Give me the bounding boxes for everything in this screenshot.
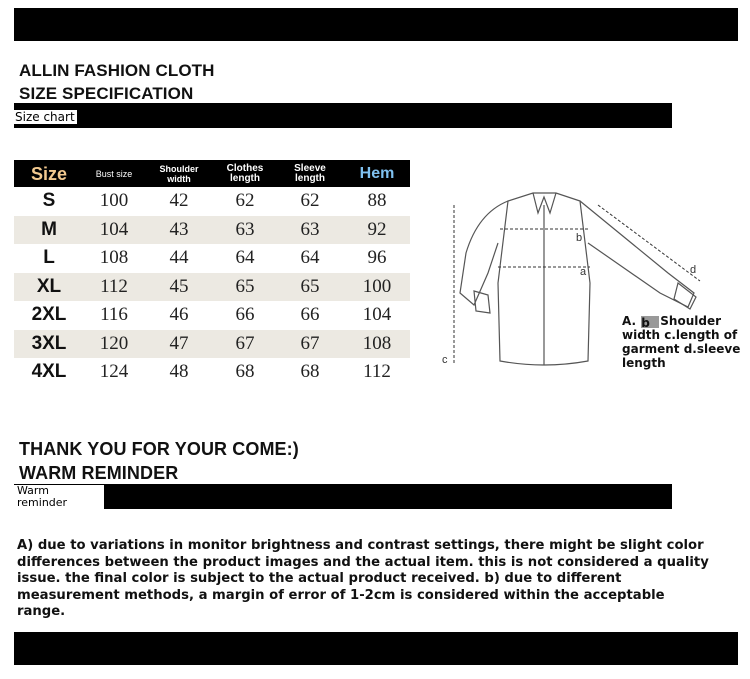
cell-bust: 116 xyxy=(100,304,128,326)
brand-title: ALLIN FASHION CLOTH xyxy=(19,61,215,80)
warm-reminder-label-line1: Warm xyxy=(17,484,49,497)
header-clothes-line2: length xyxy=(230,172,260,184)
label-a: a xyxy=(580,266,587,278)
warm-reminder-heading: WARM REMINDER xyxy=(19,463,179,483)
header-shoulder xyxy=(144,164,214,184)
header-shoulder-line1: Shoulder xyxy=(159,163,199,174)
cell-hem: 96 xyxy=(367,247,387,269)
reminder-note: A) due to variations in monitor brightness and contrast settings, there might be slight color differences between the product images and the actual item. this is not considered a quality issue. the final color is subject to the actual product received. b) due to different measurement methods, a margin of error of 1-2cm is considered within the acceptable range. xyxy=(17,538,709,619)
warm-reminder-label xyxy=(14,485,104,509)
table-row xyxy=(14,330,410,359)
header-clothes-length xyxy=(214,164,276,184)
measure-line-d xyxy=(598,205,700,281)
header-shoulder-line2: width xyxy=(167,173,191,184)
label-c: c xyxy=(442,354,448,366)
cell-hem: 100 xyxy=(362,275,392,297)
cell-length: 63 xyxy=(235,218,255,240)
table-row xyxy=(14,216,410,245)
cell-length: 65 xyxy=(235,275,255,297)
cell-size: 4XL xyxy=(31,361,67,383)
cell-shoulder: 44 xyxy=(169,247,189,269)
cell-shoulder: 47 xyxy=(169,332,189,354)
shirt-right-sleeve xyxy=(580,201,697,307)
header-bust: Bust size xyxy=(95,168,133,179)
size-specification-title: SIZE SPECIFICATION xyxy=(19,84,194,103)
label-b: b xyxy=(576,232,583,244)
header-clothes-line1: Clothes xyxy=(226,162,264,174)
header-hem: Hem xyxy=(359,164,395,182)
cell-shoulder: 48 xyxy=(169,361,189,383)
cell-shoulder: 46 xyxy=(169,304,189,326)
header-size: Size xyxy=(30,163,68,184)
cell-bust: 120 xyxy=(99,332,129,354)
table-row xyxy=(14,358,410,387)
table-header-row xyxy=(14,160,410,187)
cell-length: 67 xyxy=(235,332,255,354)
header-sleeve-line2: length xyxy=(295,172,325,184)
warm-reminder-label-line2: reminder xyxy=(17,496,68,509)
top-black-banner xyxy=(14,8,738,41)
cell-shoulder: 43 xyxy=(169,218,189,240)
cell-sleeve: 67 xyxy=(300,332,320,354)
cell-length: 62 xyxy=(235,190,255,212)
table-row xyxy=(14,244,410,273)
cell-shoulder: 42 xyxy=(169,190,189,212)
cell-size: S xyxy=(42,190,56,212)
cell-bust: 104 xyxy=(99,218,129,240)
header-sleeve-line1: Sleeve xyxy=(294,162,326,174)
table-row xyxy=(14,187,410,216)
table-row xyxy=(14,273,410,302)
cell-shoulder: 45 xyxy=(169,275,189,297)
header-sleeve-length xyxy=(276,164,344,184)
cell-size: M xyxy=(41,218,57,240)
cell-size: XL xyxy=(36,275,62,297)
cell-hem: 92 xyxy=(367,218,387,240)
warm-reminder-banner xyxy=(14,484,672,509)
cell-size: 3XL xyxy=(31,332,67,354)
cell-hem: 104 xyxy=(362,304,392,326)
shirt-left-cuff xyxy=(474,291,490,313)
cell-bust: 124 xyxy=(99,361,129,383)
cell-sleeve: 65 xyxy=(300,275,320,297)
cell-length: 64 xyxy=(235,247,255,269)
cell-hem: 108 xyxy=(362,332,392,354)
shirt-left-sleeve xyxy=(460,201,508,305)
cell-sleeve: 66 xyxy=(300,304,320,326)
cell-bust: 108 xyxy=(99,247,129,269)
cell-size: L xyxy=(43,247,55,269)
legend-b-highlight xyxy=(641,316,659,328)
bottom-black-banner xyxy=(14,632,738,665)
size-table xyxy=(14,160,410,387)
cell-bust: 112 xyxy=(100,275,128,297)
legend-b-letter: b xyxy=(641,315,650,330)
cell-sleeve: 62 xyxy=(300,190,320,212)
cell-sleeve: 64 xyxy=(300,247,320,269)
cell-sleeve: 63 xyxy=(300,218,320,240)
cell-length: 68 xyxy=(235,361,255,383)
size-chart-label: Size chart xyxy=(15,110,75,124)
cell-length: 66 xyxy=(235,304,255,326)
legend-prefix: A. xyxy=(622,314,637,328)
size-chart-banner xyxy=(14,103,672,128)
cell-hem: 112 xyxy=(363,361,391,383)
cell-size: 2XL xyxy=(31,304,67,326)
label-d: d xyxy=(690,264,697,276)
diagram-legend xyxy=(622,314,742,370)
legend-text: Shoulder width c.length of garment d.sleeve length xyxy=(622,314,741,370)
cell-hem: 88 xyxy=(367,190,387,212)
thank-you-heading: THANK YOU FOR YOUR COME:) xyxy=(19,439,299,459)
table-row xyxy=(14,301,410,330)
cell-sleeve: 68 xyxy=(300,361,320,383)
cell-bust: 100 xyxy=(99,190,129,212)
